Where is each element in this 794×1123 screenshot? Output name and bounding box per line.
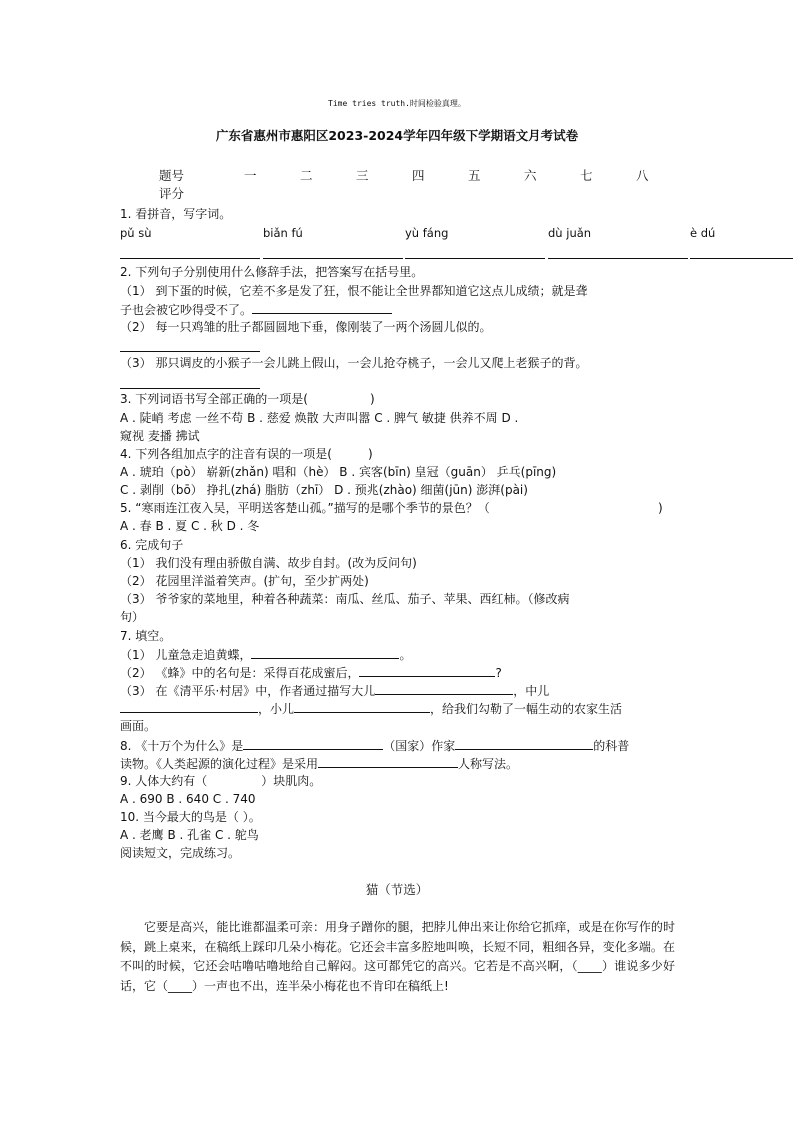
- reading-paragraph: 它要是高兴，能比谁都温柔可亲：用身子蹭你的腿，把脖儿伸出来让你给它抓痒，或是在你写作的时候，跳上桌来，在稿纸上踩印几朵小梅花。它还会丰富多腔地叫唤，长短不同，粗细各异，变化多端。在不叫的时候，它还会咕噜咕噜地给自己解闷。这可都凭它的高兴。它若是不高兴啊，（____）谁说多少好话，它（____）一声也不出，连半朵小梅花也不肯印在稿纸上!: [120, 920, 675, 993]
- score-col-1: 一: [244, 168, 257, 183]
- q8-blank-person[interactable]: [318, 755, 458, 768]
- q3-options-a: A . 陡峭 考虑 一丝不苟 B . 慈爱 焕散 大声叫嚣 C . 脾气 敏捷 供养不周 D .: [120, 411, 519, 425]
- q7-line-1: （1） 儿童急走追黄蝶， 。: [120, 648, 412, 662]
- q1-answer-blank-4[interactable]: [548, 258, 688, 259]
- q7-blank-1[interactable]: [251, 646, 399, 659]
- q7-line-4: ，小儿 ，给我们勾勒了一幅生动的农家生活: [120, 700, 622, 717]
- q2-answer-blank-3[interactable]: [120, 374, 260, 389]
- q2-sentence-1b: 子也会被它吵得受不了。: [120, 301, 392, 318]
- q1-answer-blank-3[interactable]: [405, 258, 545, 259]
- q8-line-1: 8. 《十万个为什么》是 （国家）作家 的科普: [120, 739, 630, 753]
- q1-answer-blank-1[interactable]: [120, 258, 260, 259]
- q1-pinyin-1: pǔ sù: [120, 226, 152, 240]
- reading-intro: 阅读短文，完成练习。: [120, 846, 241, 860]
- q7-blank-3[interactable]: [375, 682, 513, 695]
- q8-line-2: 读物。《人类起源的演化过程》是采用 人称写法。: [120, 757, 519, 771]
- score-col-3: 三: [356, 168, 369, 183]
- score-col-6: 六: [524, 168, 537, 183]
- q1-pinyin-3: yù fáng: [405, 226, 449, 240]
- q2-sentence-2: （2） 每一只鸡雏的肚子都圆圆地下垂，像刚装了一两个汤圆儿似的。: [120, 320, 492, 334]
- q6-sentence-1: （1） 我们没有理由骄傲自满、故步自封。(改为反问句): [120, 556, 417, 570]
- q5-options: A . 春 B . 夏 C . 秋 D . 冬: [120, 519, 260, 533]
- q3-options-b: 窥视 麦播 拂试: [120, 429, 200, 443]
- q10-prompt: 10. 当今最大的鸟是（ ）。: [120, 810, 261, 824]
- q6-sentence-3a: （3） 爷爷家的菜地里，种着各种蔬菜：南瓜、丝瓜、茄子、苹果、西红柿。（修改病: [120, 592, 570, 606]
- q7-blank-4[interactable]: [120, 700, 258, 713]
- q1-answer-blank-2[interactable]: [263, 258, 403, 259]
- q7-blank-5[interactable]: [294, 700, 430, 713]
- score-row-label: 题号: [159, 168, 185, 183]
- reading-title: 猫（节选）: [365, 882, 429, 897]
- q2-answer-blank-1[interactable]: [252, 301, 392, 314]
- q1-pinyin-2: biǎn fú: [263, 226, 303, 240]
- q6-sentence-2: （2） 花园里洋溢着笑声。(扩句，至少扩两处): [120, 574, 369, 588]
- q8-blank-author[interactable]: [455, 737, 593, 750]
- q7-prompt: 7. 填空。: [120, 629, 172, 643]
- q1-prompt: 1. 看拼音，写字词。: [120, 207, 232, 221]
- q1-pinyin-5: è dú: [690, 226, 716, 240]
- score-row2-label: 评分: [159, 186, 185, 201]
- score-col-8: 八: [636, 168, 649, 183]
- q3-prompt: 3. 下列词语书写全部正确的一项是( ): [120, 392, 375, 406]
- q2-sentence-3: （3） 那只调皮的小猴子一会儿跳上假山，一会儿抢夺桃子，一会儿又爬上老猴子的背。: [120, 356, 588, 370]
- q7-line-2: （2） 《蜂》中的名句是：采得百花成蜜后， ?: [120, 666, 502, 680]
- q4-options-a: A . 琥珀（pò） 崭新(zhǎn) 唱和（hè） B . 宾客(bīn) 皇冠（guān） 乒乓(pīng): [120, 465, 557, 479]
- q1-pinyin-row: [0, 226, 794, 262]
- q7-blank-2[interactable]: [359, 664, 495, 677]
- q5-close-paren: ): [658, 501, 663, 515]
- q7-line-5: 画面。: [120, 719, 157, 733]
- score-col-2: 二: [300, 168, 313, 183]
- q5-prompt: 5. “寒雨连江夜入吴，平明送客楚山孤。”描写的是哪个季节的景色？（: [120, 501, 490, 515]
- q1-pinyin-4: dù juǎn: [548, 226, 592, 240]
- score-col-7: 七: [580, 168, 593, 183]
- q7-line-3: （3） 在《清平乐·村居》中，作者通过描写大儿 ，中儿: [120, 684, 550, 698]
- q8-blank-country[interactable]: [243, 737, 383, 750]
- q2-sentence-1a: （1） 到下蛋的时候，它差不多是发了狂，恨不能让全世界都知道它这点儿成绩；就是聋: [120, 284, 588, 298]
- q6-prompt: 6. 完成句子: [120, 538, 184, 552]
- page-title: 广东省惠州市惠阳区2023-2024学年四年级下学期语文月考试卷: [215, 128, 579, 143]
- score-table-header: [0, 166, 794, 184]
- q1-answer-blank-5[interactable]: [690, 258, 793, 259]
- q10-options: A . 老鹰 B . 孔雀 C . 鸵鸟: [120, 828, 259, 842]
- q4-prompt: 4. 下列各组加点字的注音有误的一项是( ): [120, 447, 373, 461]
- q4-options-b: C . 剥削（bō） 挣扎(zhá) 脂肪（zhī） D . 预兆(zhào) 细菌(jūn) 澎湃(pài): [120, 483, 528, 497]
- q9-options: A . 690 B . 640 C . 740: [120, 792, 256, 806]
- q2-prompt: 2. 下列句子分别使用什么修辞手法，把答案写在括号里。: [120, 265, 424, 279]
- score-col-5: 五: [468, 168, 481, 183]
- header-note: Time tries truth.时间检验真理。: [328, 99, 466, 108]
- q6-sentence-3b: 句）: [120, 610, 145, 624]
- score-col-4: 四: [412, 168, 425, 183]
- q2-answer-blank-2[interactable]: [120, 337, 260, 352]
- q9-prompt: 9. 人体大约有（ ）块肌肉。: [120, 774, 322, 788]
